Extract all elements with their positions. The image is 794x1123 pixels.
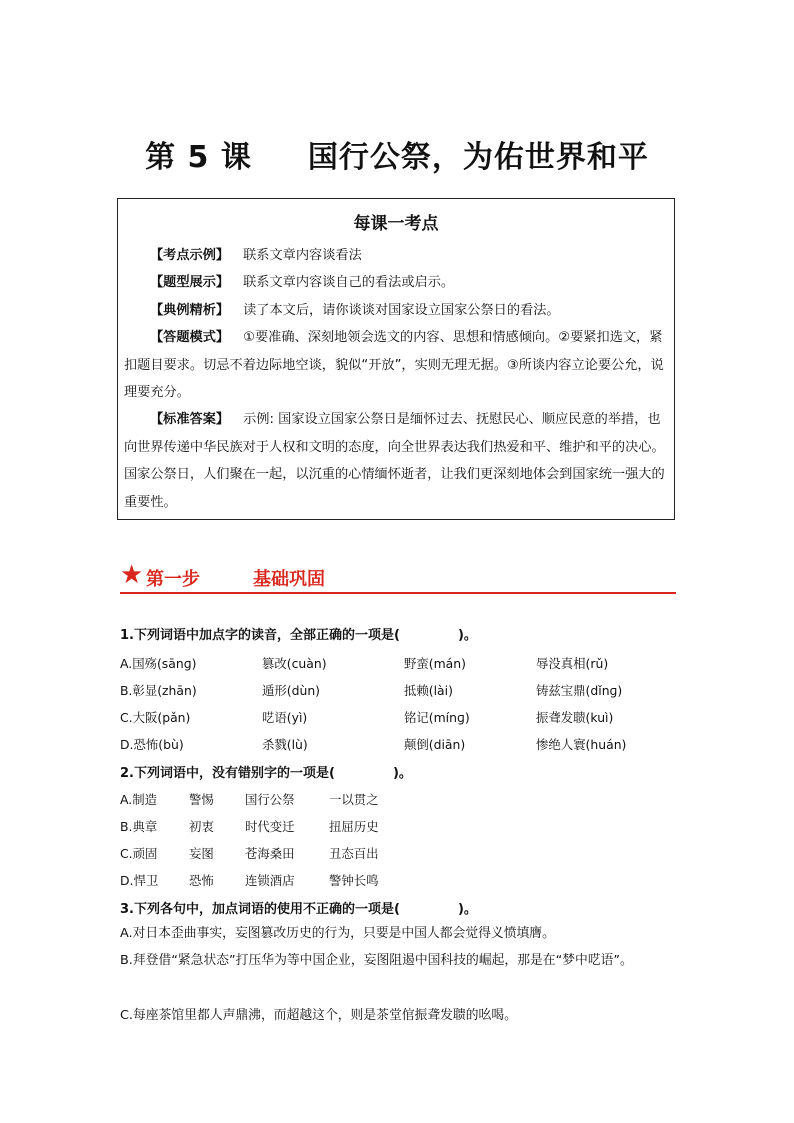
key-point-item: 【标准答案】 示例: 国家设立国家公祭日是缅怀过去、抚慰民心、顺应民意的举措，也向世界传递中华民族对于人权和文明的态度，向全世界表达我们热爱和平、维护和平的决心。国家公祭日，人们聚在一起，以沉重的心情缅怀逝者，让我们更深刻地体会到国家统一强大的重要性。 — [124, 412, 665, 510]
page-title — [0, 132, 794, 176]
option-b: B.拜登借“紧急状态”打压华为等中国企业，妄图阻遏中国科技的崛起，那是在“梦中呓语”。 — [120, 953, 633, 968]
key-point-item: 【典例精析】 读了本文后，请你谈谈对国家设立国家公祭日的看法。 — [150, 302, 560, 318]
step-name: 基础巩固 — [253, 569, 325, 590]
option-a: A.对日本歪曲事实，妄图篡改历史的行为，只要是中国人都会觉得义愤填膺。 — [120, 926, 555, 941]
star-icon: ★ — [120, 560, 144, 590]
lesson-title: 国行公祭，为佑世界和平 — [307, 140, 649, 175]
question-1: 1.下列词语中加点字的读音，全部正确的一项是( )。 — [120, 628, 477, 643]
key-point-item: 【考点示例】 联系文章内容谈看法 — [150, 248, 362, 263]
question-3: 3.下列各句中，加点词语的使用不正确的一项是( )。 — [120, 902, 477, 917]
key-point-item: 【题型展示】 联系文章内容谈自己的看法或启示。 — [150, 275, 455, 291]
key-point-box — [117, 198, 675, 520]
box-heading: 每课一考点 — [353, 214, 439, 234]
step-label: 第一步 — [146, 569, 200, 590]
option-c: C.每座茶馆里都人声鼎沸，而超越这个，则是茶堂倌振聋发聩的吆喝。 — [120, 1008, 517, 1023]
question-2: 2.下列词语中，没有错别字的一项是( )。 — [120, 766, 412, 781]
lesson-number: 第 5 课 — [145, 140, 252, 175]
key-point-item: 【答题模式】 ①要准确、深刻地领会选文的内容、思想和情感倾向。②要紧扣选文，紧扣题目要求。切忌不着边际地空谈，貌似“开放”，实则无理无据。③所谈内容立论要公允，说理要充分。 — [124, 330, 664, 401]
section-header — [120, 562, 676, 594]
